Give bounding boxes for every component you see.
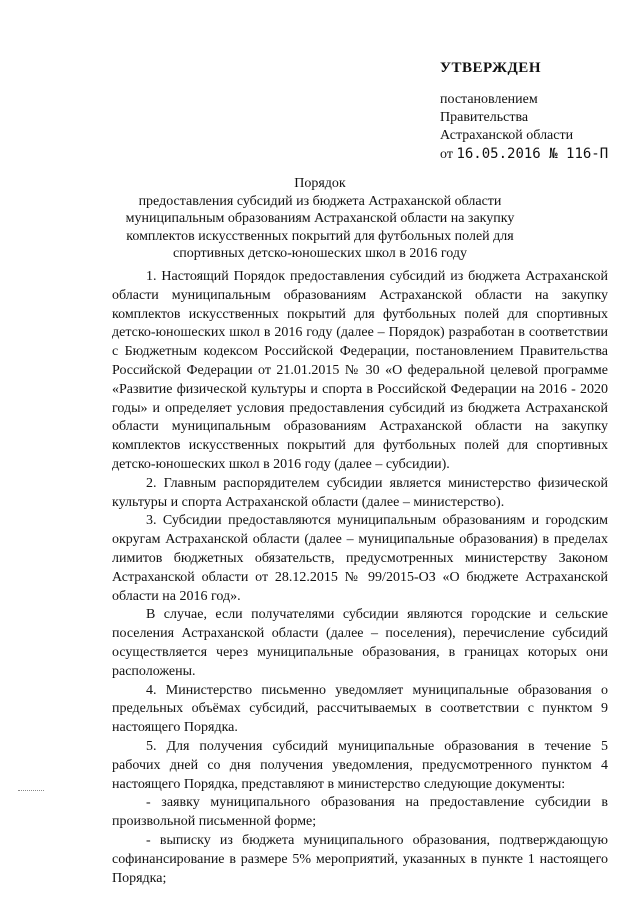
- approval-date: 16.05.2016 № 116-П: [456, 146, 609, 162]
- paragraph: 1. Настоящий Порядок предоставления субсидий из бюджета Астраханской области муниципальным образованиям Астраханской области на закупку комплектов искусственных покрытий для футбольных полей для спортивных детско-юношеских школ в 2016 году (далее – Порядок) разработан в соответствии с Бюджетным кодексом Российской Федерации, постановлением Правительства Российской Федерации от 21.01.2015 № 30 «О федеральной целевой программе «Развитие физической культуры и спорта в Российской Федерации на 2016 - 2020 годы» и определяет условия предоставления субсидий из бюджета Астраханской области муниципальным образованиям Астраханской области на закупку комплектов искусственных покрытий для футбольных полей для спортивных детско-юношеских школ в 2016 году (далее – субсидии).: [112, 269, 608, 472]
- paragraph: 3. Субсидии предоставляются муниципальным образованиям и городским округам Астраханской области (далее – муниципальные образования) в пределах лимитов бюджетных обязательств, предусмотренных министерству Законом Астраханской области от 28.12.2015 № 99/2015-ОЗ «О бюджете Астраханской области на 2016 год».: [112, 513, 608, 604]
- approval-stamp: [440, 60, 635, 164]
- approval-title: УТВЕРЖДЕН: [440, 60, 541, 76]
- paragraph: В случае, если получателями субсидии являются городские и сельские поселения Астраханской области (далее – поселения), перечисление субсидий осуществляется через муниципальные образования, в границах которых они расположены.: [112, 607, 608, 679]
- paragraph: - выписку из бюджета муниципального образования, подтверждающую софинансирование в размере 5% мероприятий, указанных в пункте 1 настоящего Порядка;: [112, 832, 608, 886]
- document-subtitle: предоставления субсидий из бюджета Астраханской области муниципальным образованиям Астраханской области на закупку комплектов искусственных покрытий для футбольных полей для спортивных детско-юношеских школ в 2016 году: [125, 193, 515, 261]
- approval-line: Правительства: [440, 110, 529, 125]
- approval-line: Астраханской области: [440, 128, 574, 143]
- document-title: Порядок: [294, 176, 346, 191]
- approval-date-line: [440, 145, 635, 164]
- scan-artifact: [18, 790, 44, 793]
- document-heading: [95, 175, 545, 263]
- document-body: [112, 268, 608, 888]
- approval-date-prefix: от: [440, 147, 457, 162]
- paragraph: 4. Министерство письменно уведомляет муниципальные образования о предельных объёмах субсидий, рассчитываемых в соответствии с пунктом 9 настоящего Порядка.: [112, 682, 608, 736]
- paragraph: 2. Главным распорядителем субсидии является министерство физической культуры и спорта Астраханской области (далее – министерство).: [112, 475, 608, 510]
- paragraph: - заявку муниципального образования на предоставление субсидии в произвольной письменной форме;: [112, 795, 608, 830]
- paragraph: 5. Для получения субсидий муниципальные образования в течение 5 рабочих дней со дня получения уведомления, предусмотренного пунктом 4 настоящего Порядка, представляют в министерство следующие документы:: [112, 738, 608, 792]
- approval-line: постановлением: [440, 92, 538, 107]
